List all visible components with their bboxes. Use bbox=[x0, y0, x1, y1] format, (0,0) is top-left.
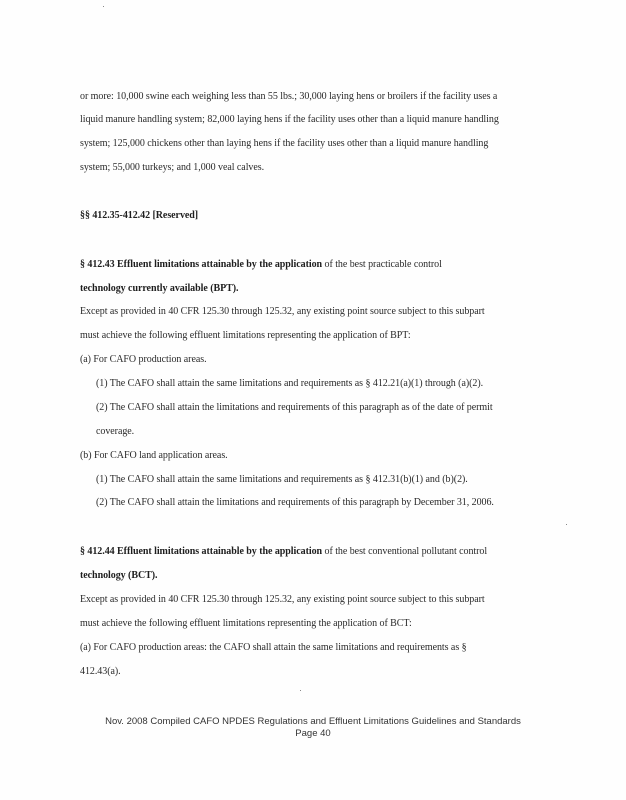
list-item-a: (a) For CAFO production areas. bbox=[80, 354, 207, 365]
intro-line: liquid manure handling system; 82,000 laying hens if the facility uses other than a liquid manure handling bbox=[80, 114, 499, 125]
list-item-a2: (2) The CAFO shall attain the limitations and requirements of this paragraph as of the date of permit bbox=[96, 402, 493, 413]
section-heading-rest: of the best practicable control bbox=[322, 259, 442, 270]
section-paragraph-line: Except as provided in 40 CFR 125.30 through 125.32, any existing point source subject to this subpart bbox=[80, 306, 485, 317]
page-number: Page 40 bbox=[295, 728, 331, 739]
list-item-a1: (1) The CAFO shall attain the same limitations and requirements as § 412.21(a)(1) through (a)(2). bbox=[96, 378, 484, 389]
intro-line: system; 55,000 turkeys; and 1,000 veal calves. bbox=[80, 162, 265, 173]
list-item-a-cont: 412.43(a). bbox=[80, 666, 121, 677]
section-heading-bold: § 412.44 Effluent limitations attainable by the application bbox=[80, 546, 323, 557]
intro-line: or more: 10,000 swine each weighing less than 55 lbs.; 30,000 laying hens or broilers if the facility uses a bbox=[80, 91, 498, 102]
list-item-a: (a) For CAFO production areas: the CAFO shall attain the same limitations and requirements as § bbox=[80, 642, 467, 653]
section-heading-bold: § 412.43 Effluent limitations attainable by the application bbox=[80, 259, 323, 270]
scan-speck bbox=[300, 690, 301, 691]
section-paragraph-line: must achieve the following effluent limitations representing the application of BCT: bbox=[80, 618, 412, 629]
section-heading-line2: technology (BCT). bbox=[80, 570, 158, 581]
section-heading-line2: technology currently available (BPT). bbox=[80, 283, 239, 294]
list-item-b: (b) For CAFO land application areas. bbox=[80, 450, 228, 461]
section-paragraph-line: must achieve the following effluent limitations representing the application of BPT: bbox=[80, 330, 411, 341]
list-item-b2: (2) The CAFO shall attain the limitations and requirements of this paragraph by December 31, 2006. bbox=[96, 497, 494, 508]
intro-line: system; 125,000 chickens other than laying hens if the facility uses other than a liquid manure handling bbox=[80, 138, 489, 149]
section-heading-rest: of the best conventional pollutant control bbox=[322, 546, 488, 557]
section-paragraph-line: Except as provided in 40 CFR 125.30 through 125.32, any existing point source subject to this subpart bbox=[80, 594, 485, 605]
list-item-a2-cont: coverage. bbox=[96, 426, 135, 437]
reserved-heading: §§ 412.35-412.42 [Reserved] bbox=[80, 210, 199, 221]
scan-speck bbox=[103, 6, 104, 7]
list-item-b1: (1) The CAFO shall attain the same limitations and requirements as § 412.31(b)(1) and (b)(2). bbox=[96, 474, 468, 485]
section-heading-412-43 bbox=[80, 259, 442, 271]
scan-speck bbox=[566, 524, 567, 525]
page-footer: Nov. 2008 Compiled CAFO NPDES Regulations and Effluent Limitations Guidelines and Standards bbox=[105, 716, 521, 727]
section-heading-412-44 bbox=[80, 546, 487, 558]
